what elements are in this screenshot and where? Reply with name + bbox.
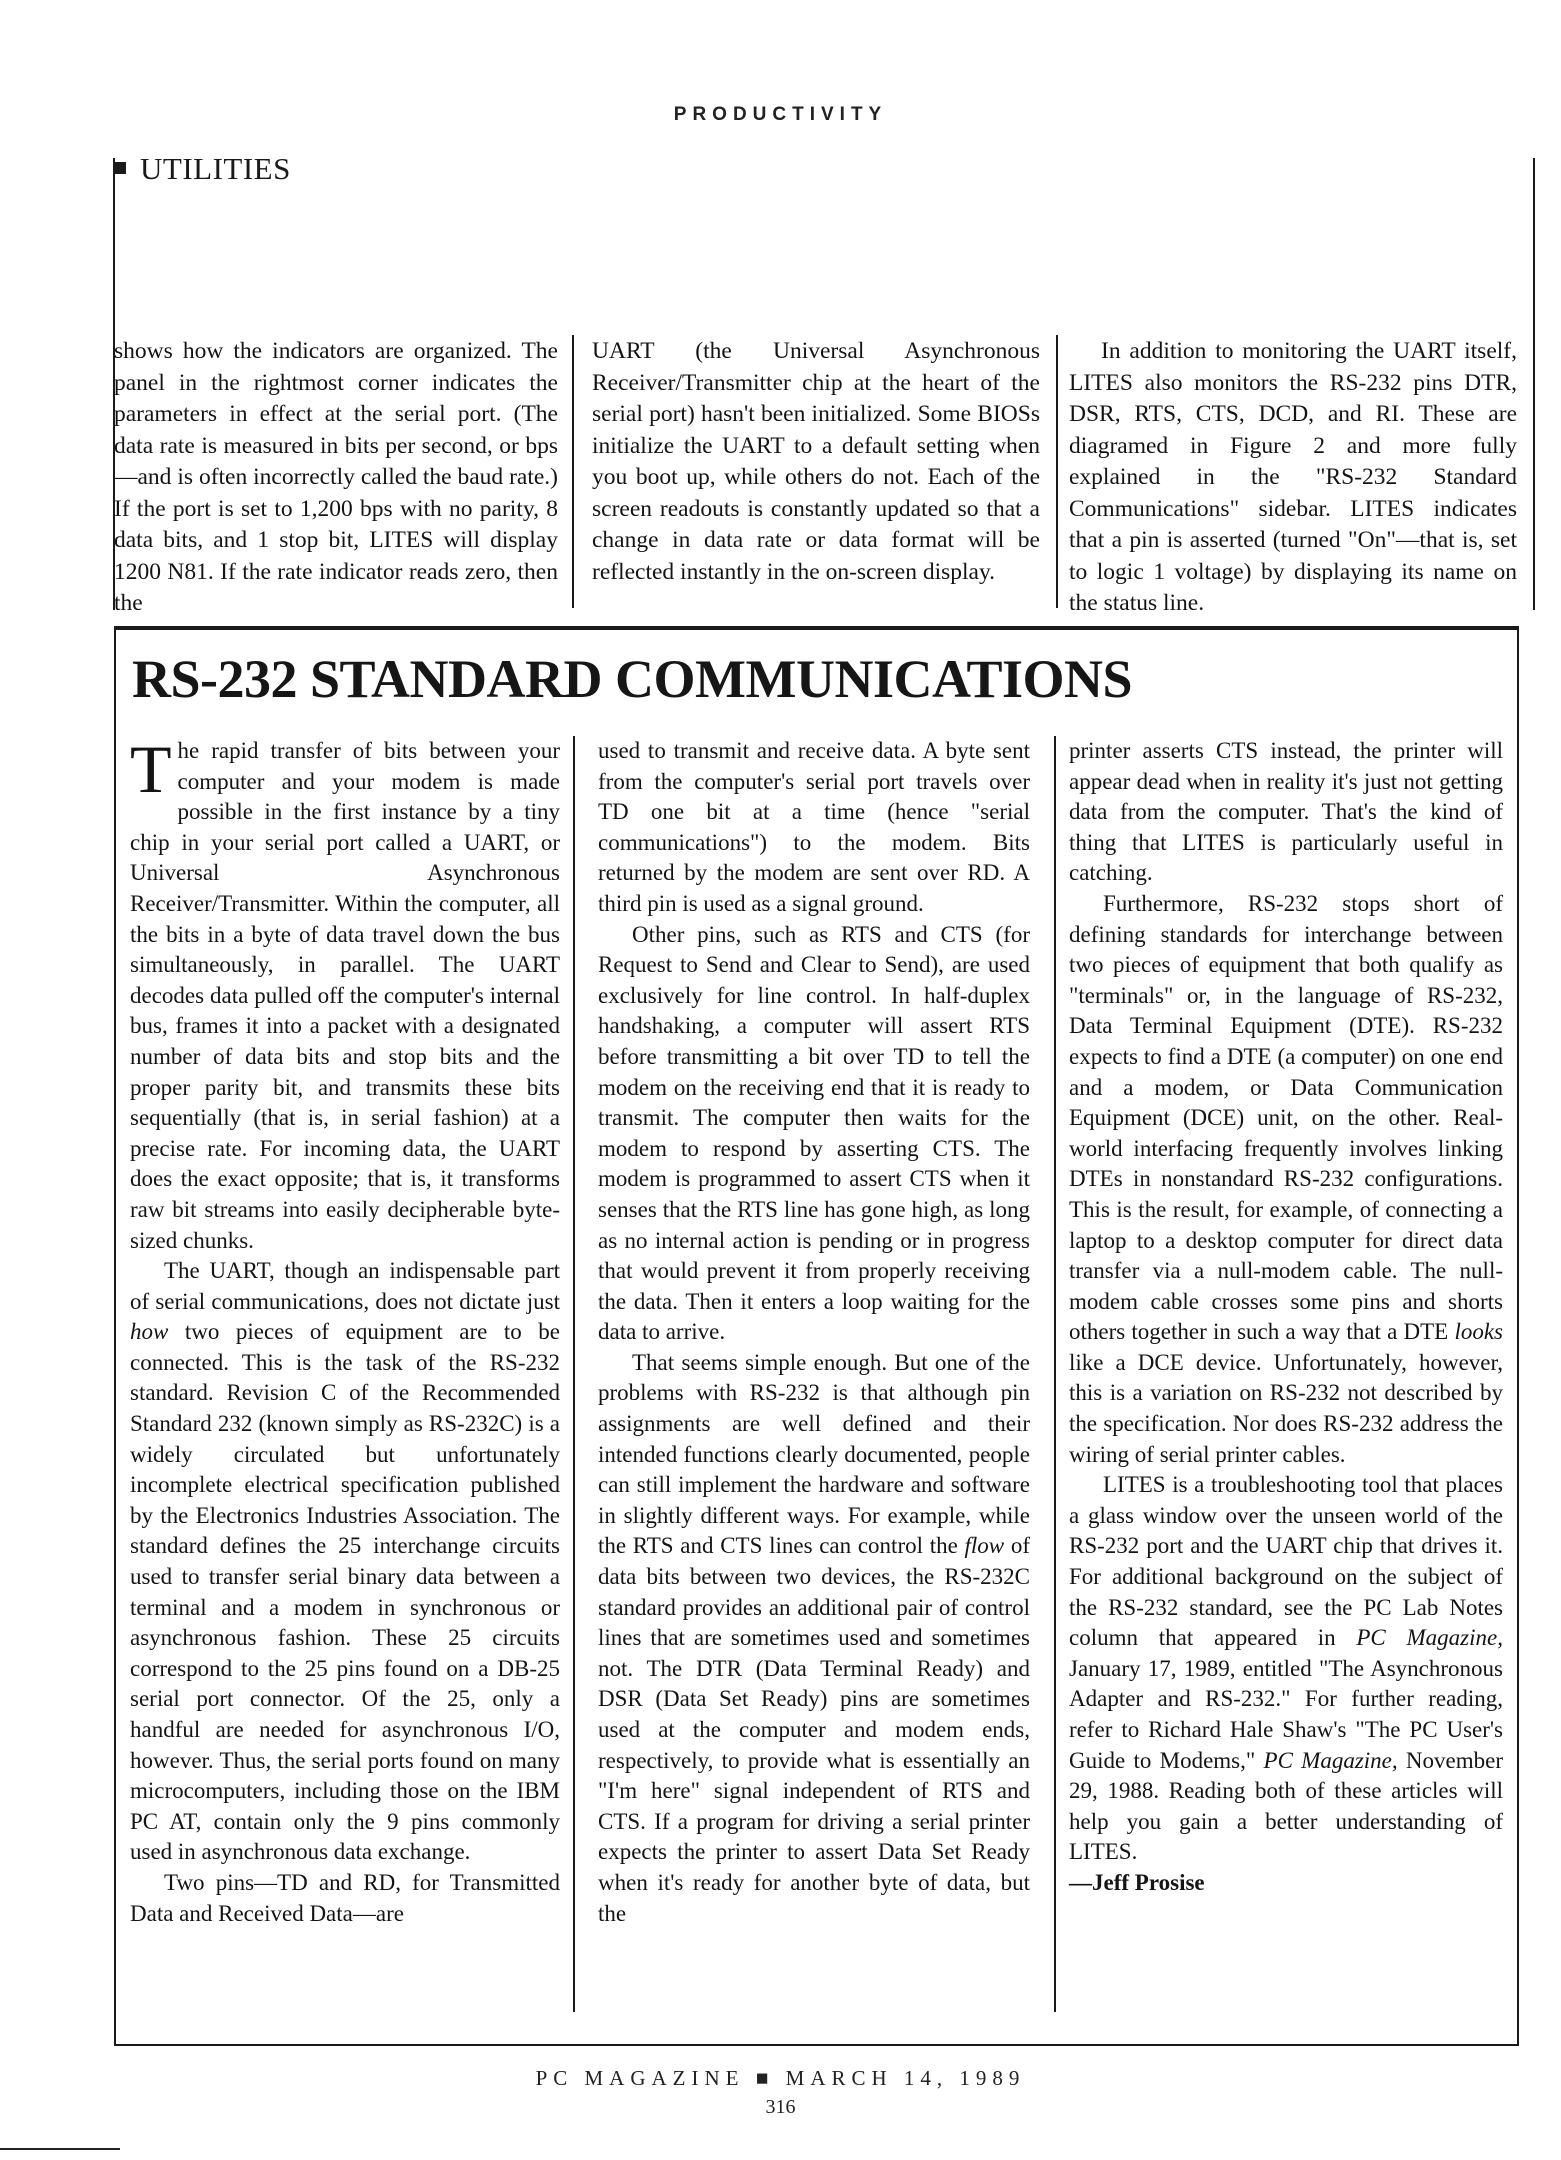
page-number: 316 <box>765 2096 796 2118</box>
column-rule <box>1056 335 1058 608</box>
article-paragraph: UART (the Universal Asynchronous Receiver/Transmitter chip at the heart of the serial port) hasn't been initialized. Some BIOSs initialize the UART to a default setting when you boot up, while others do not. Each of the screen readouts is constantly updated so that a change in data rate or data format will be reflected instantly in the on-screen display. <box>592 338 1040 585</box>
sidebar-column-3 <box>1069 736 1503 1899</box>
sidebar-paragraph: The rapid transfer of bits between your computer and your modem is made possible in the first instance by a tiny chip in your serial port called a UART, or Universal Asynchronous Receiver/Transmitter. Within the computer, all the bits in a byte of data travel down the bus simultaneously, in parallel. The UART decodes data pulled off the computer's internal bus, frames it into a packet with a designated number of data bits and stop bits and the proper parity bit, and transmits these bits sequentially (that is, in serial fashion) at a precise rate. For incoming data, the UART does the exact opposite; that is, it transforms raw bit streams into easily decipherable byte-sized chunks. <box>130 731 560 1253</box>
sidebar-paragraph: used to transmit and receive data. A byte sent from the computer's serial port travels over TD one bit at a time (hence "serial communications") to the modem. Bits returned by the modem are sent over RD. A third pin is used as a signal ground. <box>598 738 1030 916</box>
article-paragraph: In addition to monitoring the UART itself, LITES also monitors the RS-232 pins DTR, DSR, RTS, CTS, DCD, and RI. These are diagramed in Figure 2 and more fully explained in the "RS-232 Standard Communications" sidebar. LITES indicates that a pin is asserted (turned "On"—that is, set to logic 1 voltage) by displaying its name on the status line. <box>1069 338 1517 616</box>
sidebar-paragraph: Other pins, such as RTS and CTS (for Request to Send and Clear to Send), are used exclusively for line control. In half-duplex handshaking, a computer will assert RTS before transmitting a bit over TD to tell the modem on the receiving end that it is ready to transmit. The computer then waits for the modem to respond by asserting CTS. The modem is programmed to assert CTS when it senses that the RTS line has gone high, as long as no internal action is pending or in progress that would prevent it from properly receiving the data. Then it enters a loop waiting for the data to arrive. <box>598 921 1030 1345</box>
sidebar-column-rule <box>1054 736 1056 2012</box>
bullet-icon <box>114 162 126 174</box>
sidebar-paragraph: LITES is a troubleshooting tool that places a glass window over the unseen world of the RS-232 port and the UART chip that drives it. For additional background on the subject of the RS-232 standard, see the PC Lab Notes column that appeared in PC Magazine, January 17, 1989, entitled "The Asynchronous Adapter and RS-232." For further reading, refer to Richard Hale Shaw's "The PC User's Guide to Modems," PC Magazine, November 29, 1988. Reading both of these articles will help you gain a better understanding of LITES. <box>1069 1472 1503 1865</box>
footer-publication: PC MAGAZINE ■ MARCH 14, 1989 <box>535 2066 1026 2090</box>
sidebar-column-rule <box>573 736 575 2012</box>
sidebar-column-1 <box>130 731 560 1929</box>
right-margin-rule <box>1533 158 1535 610</box>
sidebar-column-2 <box>598 736 1030 1929</box>
sidebar-paragraph: That seems simple enough. But one of the problems with RS-232 is that although pin assignments are well defined and their intended functions clearly documented, people can still implement the hardware and software in slightly different ways. For example, while the RTS and CTS lines can control the flow of data bits between two devices, the RS-232C standard provides an additional pair of control lines that are sometimes used and sometimes not. The DTR (Data Terminal Ready) and DSR (Data Set Ready) pins are sometimes used at the computer and modem ends, respectively, to provide what is essentially an "I'm here" signal independent of RTS and CTS. If a program for driving a serial printer expects the printer to assert Data Set Ready when it's ready for another byte of data, but the <box>598 1349 1030 1926</box>
article-column-2 <box>592 336 1040 588</box>
sidebar-title: RS-232 STANDARD COMMUNICATIONS <box>132 649 1133 709</box>
bottom-rule <box>0 2148 120 2150</box>
sidebar-paragraph: Two pins—TD and RD, for Transmitted Data and Received Data—are <box>130 1869 560 1926</box>
sidebar-paragraph: printer asserts CTS instead, the printer will appear dead when in reality it's just not getting data from the computer. That's the kind of thing that LITES is particularly useful in catching. <box>1069 738 1503 886</box>
category-label <box>114 151 291 187</box>
category-text: UTILITIES <box>140 151 291 186</box>
sidebar-paragraph: The UART, though an indispensable part of serial communications, does not dictate just how two pieces of equipment are to be connected. This is the task of the RS-232 standard. Revision C of the Recommended Standard 232 (known simply as RS-232C) is a widely circulated but unfortunately incomplete electrical specification published by the Electronics Industries Association. The standard defines the 25 interchange circuits used to transfer serial binary data between a terminal and a modem in synchronous or asynchronous fashion. These 25 circuits correspond to the 25 pins found on a DB-25 serial port connector. Of the 25, only a handful are needed for asynchronous I/O, however. Thus, the serial ports found on many microcomputers, including those on the IBM PC AT, contain only the 9 pins commonly used in asynchronous data exchange. <box>130 1258 560 1865</box>
drop-cap: T <box>130 731 172 807</box>
column-rule <box>572 335 574 608</box>
article-column-1 <box>114 336 558 620</box>
article-column-3 <box>1069 336 1517 620</box>
section-header: PRODUCTIVITY <box>673 104 888 125</box>
sidebar-paragraph: Furthermore, RS-232 stops short of defining standards for interchange between two pieces of equipment that both qualify as "terminals" or, in the language of RS-232, Data Terminal Equipment (DTE). RS-232 expects to find a DTE (a computer) on one end and a modem, or Data Communication Equipment (DCE) unit, on the other. Real-world interfacing frequently involves linking DTEs in nonstandard RS-232 configurations. This is the result, for example, of connecting a laptop to a desktop computer for direct data transfer via a null-modem cable. The null-modem cable crosses some pins and shorts others together in such a way that a DTE looks like a DCE device. Unfortunately, however, this is a variation on RS-232 not described by the specification. Nor does RS-232 address the wiring of serial printer cables. <box>1069 890 1503 1467</box>
byline: —Jeff Prosise <box>1069 1869 1205 1895</box>
article-paragraph: shows how the indicators are organized. The panel in the rightmost corner indicates the parameters in effect at the serial port. (The data rate is measured in bits per second, or bps—and is often incorrectly called the baud rate.) If the port is set to 1,200 bps with no parity, 8 data bits, and 1 stop bit, LITES will display 1200 N81. If the rate indicator reads zero, then the <box>114 338 558 616</box>
